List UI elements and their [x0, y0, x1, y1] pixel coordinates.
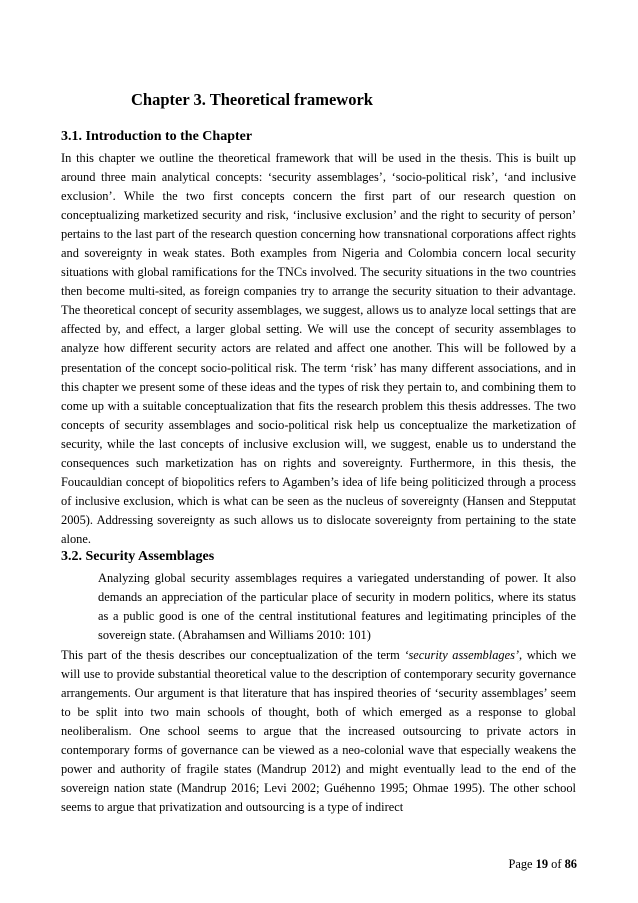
page-label: Page — [508, 857, 533, 871]
block-quote: Analyzing global security assemblages requires a variegated understanding of power. It also demands an appreciation of the particular place of security in modern politics, where its status as a public good is one of the central institutional features and legitimating principles of the sovereign state. (Abrahamsen and Williams 2010: 101) — [98, 571, 576, 642]
total-pages: 86 — [564, 857, 577, 871]
of-label: of — [551, 857, 562, 871]
page-number: 19 — [535, 857, 549, 871]
italic-term: ‘security assemblages’ — [404, 648, 520, 662]
section-heading-introduction: 3.1. Introduction to the Chapter — [61, 129, 253, 144]
page-footer — [508, 857, 577, 872]
introduction-paragraph: In this chapter we outline the theoretical framework that will be used in the thesis. This is built up around three main analytical concepts: ‘security assemblages’, ‘socio-political risk’, ‘and inclusive exclusion’. While the two first concepts concern the first part of our research question on conceptualizing marketized security and risk, ‘inclusive exclusion’ and the right to security of person’ pertains to the last part of the research question concerning how transnational corporations affect rights and sovereignty in weak states. Both examples from Nigeria and Colombia concern local security situations with global ramifications for the TNCs involved. The security situations in the two countries then become multi-sited, as foreign companies try to arrange the security situation to their advantage. The theoretical concept of security assemblages, we suggest, allows us to analyze local settings that are affected by, and effect, a larger global setting. We will use the concept of security assemblages to analyze how different security actors are related and affect one another. This will be followed by a presentation of the concept socio-political risk. The term ‘risk’ has many different associations, and in this chapter we present some of these ideas and the types of risk they pertain to, and combining them to come up with a suitable conceptualization that fits the research problem this thesis addresses. The two concepts of security assemblages and socio-political risk help us conceptualize the marketization of security, while the last concepts of inclusive exclusion will, we suggest, enable us to understand the consequences such marketization has on rights and sovereignty. Furthermore, in this thesis, the Foucauldian concept of biopolitics refers to Agamben’s idea of life being politicized through a process of inclusive exclusion, which is what can be seen as the nucleus of sovereignty (Hansen and Stepputat 2005). Addressing sovereignty as such allows us to dislocate sovereignty from pertaining to the state alone. — [61, 151, 576, 546]
section-heading-security-assemblages: 3.2. Security Assemblages — [61, 549, 215, 564]
chapter-title: Chapter 3. Theoretical framework — [131, 90, 373, 109]
security-assemblages-paragraph — [61, 646, 576, 817]
paragraph-text-rest: , which we will use to provide substantial theoretical value to the description of contemporary security governance arrangements. Our argument is that literature that has inspired theories of ‘security assemblages’ seem to be split into two main schools of thought, both of which emerged as a response to global neoliberalism. One school seems to argue that the increased outsourcing to private actors in contemporary forms of governance can be viewed as a neo-colonial wave that especially weakens the power and authority of fragile states (Mandrup 2012) and might eventually lead to the end of the sovereign nation state (Mandrup 2016; Levi 2002; Guéhenno 1995; Ohmae 1995). The other school seems to argue that privatization and outsourcing is a type of indirect — [61, 648, 577, 815]
paragraph-text-start: This part of the thesis describes our conceptualization of the term — [61, 648, 405, 662]
